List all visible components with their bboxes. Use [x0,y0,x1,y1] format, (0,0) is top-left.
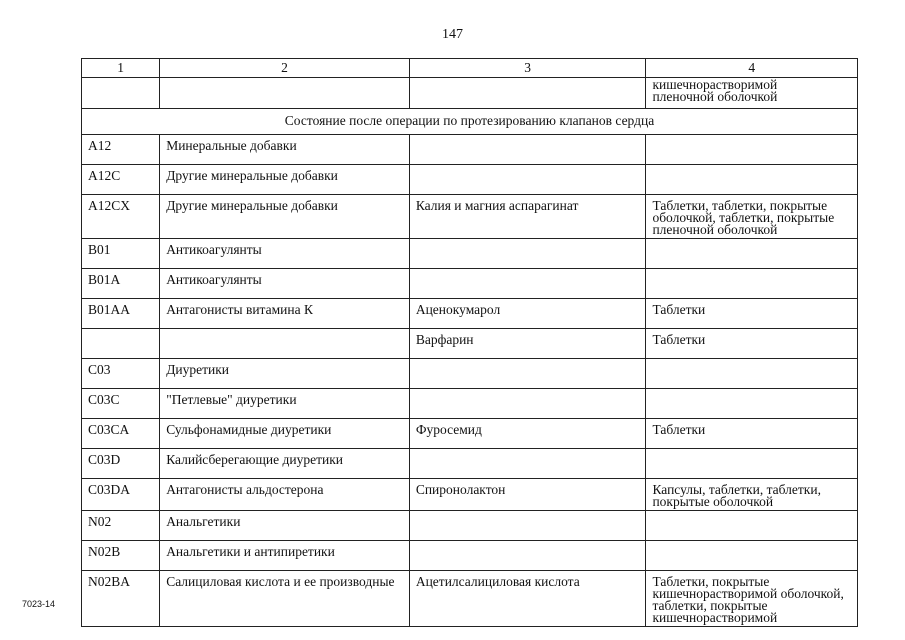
pharmacological-group: Другие минеральные добавки [160,195,410,239]
atc-code: A12CX [82,195,160,239]
column-header-4: 4 [646,59,858,78]
drug-name [409,449,646,479]
dosage-form: Капсулы, таблетки, таблетки, покрытые оболочкой [646,479,858,511]
pharmacological-group: Сульфонамидные диуретики [160,419,410,449]
table-row [82,195,858,239]
footer-code: 7023-14 [22,599,56,609]
table-header-row [82,59,858,78]
table-row [82,571,858,627]
dosage-form: Таблетки, покрытые кишечнорастворимой оболочкой, таблетки, покрытые кишечнорастворимой [646,571,858,627]
atc-code [82,329,160,359]
table-row [82,165,858,195]
dosage-form: Таблетки [646,329,858,359]
section-row [82,109,858,135]
dosage-form: Таблетки [646,299,858,329]
drug-name: Фуросемид [409,419,646,449]
dosage-form: Таблетки, таблетки, покрытые оболочкой, таблетки, покрытые пленочной оболочкой [646,195,858,239]
continuation-group [160,78,410,109]
drug-name [409,269,646,299]
continuation-row [82,78,858,109]
pharmacological-group: Салициловая кислота и ее производные [160,571,410,627]
table-row [82,511,858,541]
page-number: 147 [442,27,463,42]
section-title: Состояние после операции по протезированию клапанов сердца [82,109,858,135]
drug-name [409,541,646,571]
pharmacological-group: Другие минеральные добавки [160,165,410,195]
table-row [82,389,858,419]
atc-code: N02 [82,511,160,541]
drug-name: Аценокумарол [409,299,646,329]
dosage-form [646,449,858,479]
atc-code: C03C [82,389,160,419]
pharmacological-group: Минеральные добавки [160,135,410,165]
atc-code: C03 [82,359,160,389]
continuation-substance [409,78,646,109]
table-body [82,135,858,627]
table-row [82,299,858,329]
pharmacological-group: Калийсберегающие диуретики [160,449,410,479]
atc-code: B01AA [82,299,160,329]
atc-code: C03D [82,449,160,479]
atc-code: A12C [82,165,160,195]
drug-name: Варфарин [409,329,646,359]
dosage-form [646,135,858,165]
dosage-form [646,269,858,299]
table-row [82,479,858,511]
atc-code: C03DA [82,479,160,511]
dosage-form [646,165,858,195]
table-row [82,541,858,571]
drug-name [409,359,646,389]
column-header-2: 2 [160,59,410,78]
atc-code: N02B [82,541,160,571]
column-header-3: 3 [409,59,646,78]
dosage-form [646,541,858,571]
dosage-form [646,511,858,541]
atc-code: C03CA [82,419,160,449]
drug-name [409,239,646,269]
table-row [82,135,858,165]
atc-code: B01A [82,269,160,299]
pharmacological-group: Антикоагулянты [160,269,410,299]
pharmacological-group: Анальгетики и антипиретики [160,541,410,571]
atc-code: N02BA [82,571,160,627]
dosage-form [646,239,858,269]
table-row [82,239,858,269]
table-row [82,419,858,449]
dosage-form [646,359,858,389]
pharmacological-group [160,329,410,359]
pharmacological-group: Антагонисты витамина К [160,299,410,329]
pharmacological-group: Анальгетики [160,511,410,541]
dosage-form: Таблетки [646,419,858,449]
medication-table [81,58,858,627]
atc-code: A12 [82,135,160,165]
drug-name [409,165,646,195]
table-row [82,269,858,299]
continuation-form: кишечнорастворимой пленочной оболочкой [646,78,858,109]
table-row [82,359,858,389]
dosage-form [646,389,858,419]
atc-code: B01 [82,239,160,269]
drug-name: Спиронолактон [409,479,646,511]
pharmacological-group: Антикоагулянты [160,239,410,269]
drug-name: Ацетилсалициловая кислота [409,571,646,627]
continuation-code [82,78,160,109]
drug-name [409,389,646,419]
pharmacological-group: "Петлевые" диуретики [160,389,410,419]
table-row [82,449,858,479]
table-row [82,329,858,359]
pharmacological-group: Диуретики [160,359,410,389]
pharmacological-group: Антагонисты альдостерона [160,479,410,511]
drug-name [409,135,646,165]
drug-name: Калия и магния аспарагинат [409,195,646,239]
column-header-1: 1 [82,59,160,78]
drug-name [409,511,646,541]
